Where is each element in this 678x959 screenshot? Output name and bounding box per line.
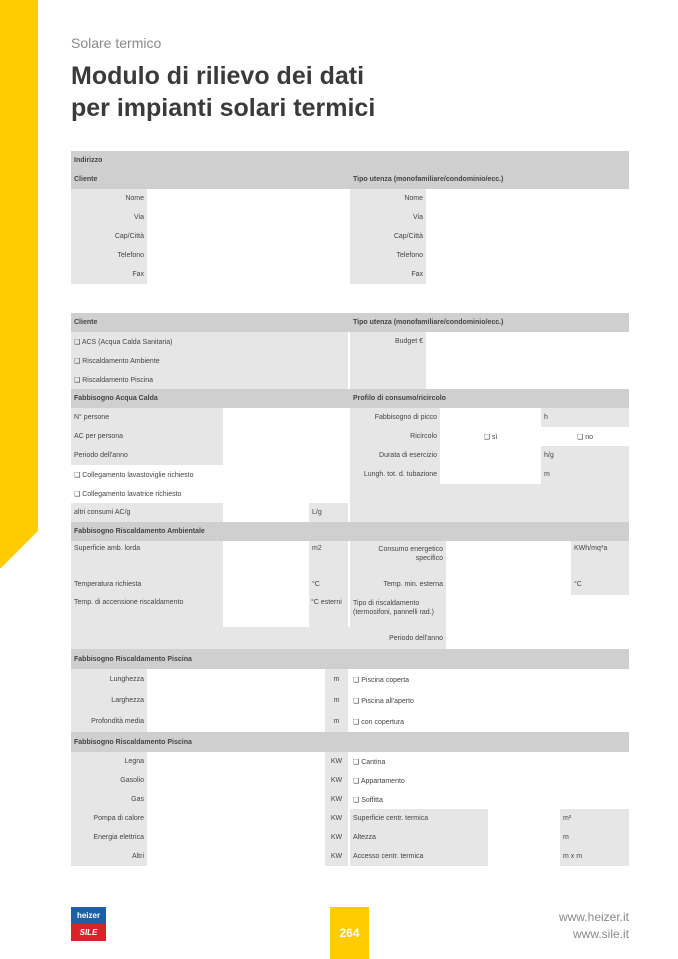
gas-input[interactable] xyxy=(147,790,325,809)
copertura-checkbox[interactable]: ❑ con copertura xyxy=(350,711,629,732)
profilo-header: Profilo di consumo/ricircolo xyxy=(350,389,629,408)
field-label: Legna xyxy=(71,752,147,771)
piscina-coperta-checkbox[interactable]: ❑ Piscina coperta xyxy=(350,669,629,690)
filler-cell xyxy=(440,484,629,503)
field-label: Cap/Città xyxy=(350,227,426,246)
heizer-logo-text: heizer xyxy=(71,907,106,924)
field-label: Pompa di calore xyxy=(71,809,147,828)
telefono-input-left[interactable] xyxy=(147,246,348,265)
table-row xyxy=(71,208,629,227)
table-row xyxy=(71,809,629,828)
unit-label: m xyxy=(560,828,629,847)
unit-label: °C xyxy=(571,573,629,595)
filler-cell xyxy=(71,627,350,649)
table-row xyxy=(71,265,629,284)
field-label: Nome xyxy=(71,189,147,208)
field-label: Energia elettrica xyxy=(71,828,147,847)
section-overline: Solare termico xyxy=(71,35,162,51)
form-header-row xyxy=(71,151,629,170)
field-label: Fax xyxy=(71,265,147,284)
unit-label: KW xyxy=(325,790,348,809)
table-row xyxy=(71,484,629,503)
field-label: AC per persona xyxy=(71,427,223,446)
unit-label: m x m xyxy=(560,847,629,866)
superficie-centrale-input[interactable] xyxy=(488,809,560,828)
temperatura-input[interactable] xyxy=(223,573,309,595)
page-number: 264 xyxy=(330,907,369,959)
ac-persona-input[interactable] xyxy=(223,427,348,446)
table-row xyxy=(71,595,629,627)
piscina-aperto-checkbox[interactable]: ❑ Piscina all'aperto xyxy=(350,690,629,711)
indirizzo-header: Indirizzo xyxy=(71,151,629,170)
field-label: Periodo dell'anno xyxy=(71,446,223,465)
accesso-centrale-input[interactable] xyxy=(488,847,560,866)
page-title xyxy=(71,60,375,124)
unit-label: m xyxy=(325,690,348,711)
fabbisogno-acs-header: Fabbisogno Acqua Calda xyxy=(71,389,350,408)
table-row xyxy=(71,669,629,690)
fax-input-right[interactable] xyxy=(426,265,629,284)
field-label: Durata di esercizio xyxy=(350,446,440,465)
field-label: Fax xyxy=(350,265,426,284)
form-header-row xyxy=(71,170,629,189)
lavastoviglie-checkbox[interactable]: ❑ Collegamento lavastoviglie richiesto xyxy=(71,465,348,484)
periodo-input[interactable] xyxy=(223,446,348,465)
field-label: Fabbisogno di picco xyxy=(350,408,440,427)
telefono-input-right[interactable] xyxy=(426,246,629,265)
table-row xyxy=(71,351,629,370)
appartamento-checkbox[interactable]: ❑ Appartamento xyxy=(350,771,629,790)
table-row xyxy=(71,573,629,595)
heizer-sile-logo xyxy=(71,907,106,941)
energia-elettrica-input[interactable] xyxy=(147,828,325,847)
consumo-input[interactable] xyxy=(446,541,571,573)
field-label: Altri xyxy=(71,847,147,866)
field-label: Profondità media xyxy=(71,711,147,732)
tipo-utenza-header: Tipo utenza (monofamiliare/condominio/ecc.) xyxy=(350,313,629,332)
pompa-calore-input[interactable] xyxy=(147,809,325,828)
periodo-anno-input[interactable] xyxy=(446,627,629,649)
unit-label: h xyxy=(541,408,629,427)
profondita-input[interactable] xyxy=(147,711,325,732)
field-label: N° persone xyxy=(71,408,223,427)
table-row xyxy=(71,332,629,351)
ricircolo-si-checkbox[interactable]: ❑ sì xyxy=(440,427,541,446)
unit-label: °C esterni xyxy=(309,595,348,627)
field-label: Superficie centr. termica xyxy=(350,809,488,828)
table-row xyxy=(71,227,629,246)
fax-input-left[interactable] xyxy=(147,265,348,284)
riscaldamento-piscina-checkbox[interactable]: ❑ Riscaldamento Piscina xyxy=(71,370,348,389)
unit-label: m² xyxy=(560,809,629,828)
acs-checkbox[interactable]: ❑ ACS (Acqua Calda Sanitaria) xyxy=(71,332,348,351)
gasolio-input[interactable] xyxy=(147,771,325,790)
filler-cell xyxy=(440,503,629,522)
tipo-utenza-header: Tipo utenza (monofamiliare/condominio/ecc.) xyxy=(350,170,629,189)
field-label: Telefono xyxy=(71,246,147,265)
field-label: Lunghezza xyxy=(71,669,147,690)
picco-input[interactable] xyxy=(440,408,541,427)
tipo-riscaldamento-input[interactable] xyxy=(446,595,629,627)
table-row xyxy=(71,711,629,732)
table-row xyxy=(71,446,629,465)
unit-label: °C xyxy=(309,573,348,595)
form-header-row xyxy=(71,522,629,541)
field-label: Temp. di accensione riscaldamento xyxy=(71,595,223,627)
field-label: Temperatura richiesta xyxy=(71,573,223,595)
unit-label: m xyxy=(325,711,348,732)
field-label: Temp. min. esterna xyxy=(350,573,446,595)
via-input-left[interactable] xyxy=(147,208,348,227)
unit-label: m xyxy=(325,669,348,690)
budget-input[interactable] xyxy=(426,332,629,351)
temp-min-input[interactable] xyxy=(446,573,571,595)
cantina-checkbox[interactable]: ❑ Cantina xyxy=(350,752,629,771)
unit-label: KW xyxy=(325,752,348,771)
ricircolo-no-checkbox[interactable]: ❑ no xyxy=(541,427,629,446)
table-row xyxy=(71,771,629,790)
field-label: Superficie amb. lorda xyxy=(71,541,223,573)
altezza-input[interactable] xyxy=(488,828,560,847)
filler-cell xyxy=(350,370,426,389)
table-row xyxy=(71,847,629,866)
lunghezza-input[interactable] xyxy=(147,669,325,690)
field-label: altri consumi AC/g xyxy=(71,503,223,522)
budget-label: Budget € xyxy=(350,332,426,351)
field-label: Gas xyxy=(71,790,147,809)
field-label: Ricircolo xyxy=(350,427,440,446)
sile-url[interactable]: www.sile.it xyxy=(572,927,629,941)
table-row xyxy=(71,541,629,573)
field-label: Periodo dell'anno xyxy=(350,627,446,649)
table-row xyxy=(71,828,629,847)
form-header-row xyxy=(71,649,629,669)
unit-label: KW xyxy=(325,809,348,828)
fabbisogno-piscina-header: Fabbisogno Riscaldamento Piscina xyxy=(71,649,629,669)
table-row xyxy=(71,427,629,446)
superficie-input[interactable] xyxy=(223,541,309,573)
filler-cell xyxy=(350,351,426,370)
form-header-row xyxy=(71,389,629,408)
field-label: Altezza xyxy=(350,828,488,847)
cap-input-right[interactable] xyxy=(426,227,629,246)
lunghezza-tubazione-input[interactable] xyxy=(440,465,541,484)
riscaldamento-ambiente-checkbox[interactable]: ❑ Riscaldamento Ambiente xyxy=(71,351,348,370)
table-row xyxy=(71,246,629,265)
cliente-header: Cliente xyxy=(71,170,350,189)
via-input-right[interactable] xyxy=(426,208,629,227)
cliente-header: Cliente xyxy=(71,313,350,332)
unit-label: h/g xyxy=(541,446,629,465)
unit-label: KW xyxy=(325,847,348,866)
unit-label: m2 xyxy=(309,541,348,573)
address-form xyxy=(71,151,629,284)
field-label: Lungh. tot. d. tubazione xyxy=(350,465,440,484)
footer-urls xyxy=(559,909,629,943)
field-label: Gasolio xyxy=(71,771,147,790)
field-label: Via xyxy=(71,208,147,227)
unit-label: L/g xyxy=(309,503,348,522)
tipo-utenza-input[interactable] xyxy=(426,351,629,370)
field-label: Accesso centr. termica xyxy=(350,847,488,866)
field-label: Larghezza xyxy=(71,690,147,711)
field-label: Nome xyxy=(350,189,426,208)
table-row xyxy=(71,503,629,522)
title-line-2: per impianti solari termici xyxy=(71,94,376,122)
soffitta-checkbox[interactable]: ❑ Soffitta xyxy=(350,790,629,809)
field-label: Consumo energetico specifico xyxy=(350,541,446,573)
legna-input[interactable] xyxy=(147,752,325,771)
nome-input-left[interactable] xyxy=(147,189,348,208)
unit-label: KW xyxy=(325,828,348,847)
form-header-row xyxy=(71,732,629,752)
unit-label: KW xyxy=(325,771,348,790)
filler-cell xyxy=(350,503,440,522)
table-row xyxy=(71,627,629,649)
field-label: Tipo di riscaldamento (termosifoni, pannelli rad.) xyxy=(350,595,446,627)
fabbisogno-piscina-header-2: Fabbisogno Riscaldamento Piscina xyxy=(71,732,629,752)
field-label: Via xyxy=(350,208,426,227)
lavatrice-checkbox[interactable]: ❑ Collegamento lavatrice richiesto xyxy=(71,484,348,503)
fabbisogno-amb-header: Fabbisogno Riscaldamento Ambientale xyxy=(71,522,629,541)
sile-logo-text: SILE xyxy=(71,924,106,941)
table-row xyxy=(71,370,629,389)
altri-input[interactable] xyxy=(147,847,325,866)
nome-input-right[interactable] xyxy=(426,189,629,208)
unit-label: m xyxy=(541,465,629,484)
unit-label: KWh/mq*a xyxy=(571,541,629,573)
filler-cell xyxy=(350,484,440,503)
form-header-row xyxy=(71,313,629,332)
table-row xyxy=(71,790,629,809)
yellow-side-band xyxy=(0,0,38,568)
larghezza-input[interactable] xyxy=(147,690,325,711)
field-label: Cap/Città xyxy=(71,227,147,246)
table-row xyxy=(71,690,629,711)
details-form xyxy=(71,313,629,866)
table-row xyxy=(71,465,629,484)
table-row xyxy=(71,408,629,427)
table-row xyxy=(71,752,629,771)
altri-consumi-input[interactable] xyxy=(223,503,309,522)
table-row xyxy=(71,189,629,208)
title-line-1: Modulo di rilievo dei dati xyxy=(71,62,365,90)
heizer-url[interactable]: www.heizer.it xyxy=(558,910,629,924)
cap-input-left[interactable] xyxy=(147,227,348,246)
tipo-utenza-input-2[interactable] xyxy=(426,370,629,389)
persone-input[interactable] xyxy=(223,408,348,427)
durata-input[interactable] xyxy=(440,446,541,465)
field-label: Telefono xyxy=(350,246,426,265)
temp-accensione-input[interactable] xyxy=(223,595,309,627)
